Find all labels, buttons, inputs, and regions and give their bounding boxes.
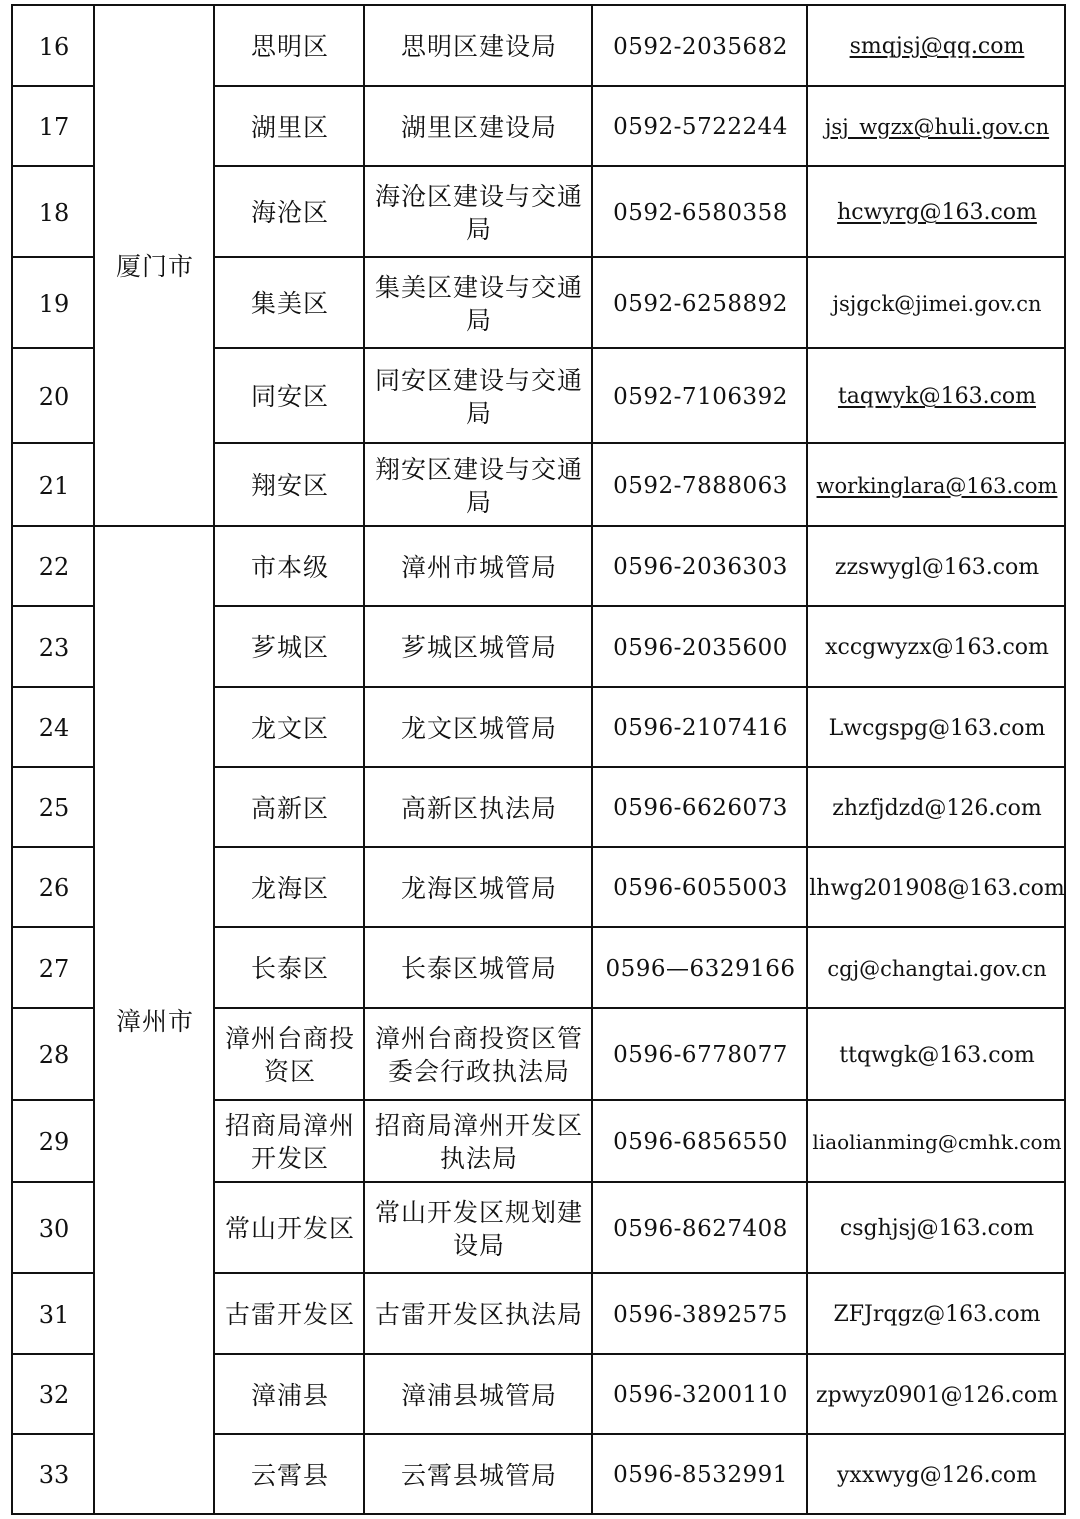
district-name: 漳州台商投资区 — [224, 1024, 355, 1086]
city-group-rule — [93, 4, 215, 6]
agency-name: 漳州市城管局 — [400, 552, 557, 582]
district-name: 同安区 — [250, 382, 329, 411]
table-vertical-rule — [11, 4, 13, 1515]
district-name: 龙文区 — [250, 713, 329, 743]
row-number: 30 — [38, 1214, 70, 1243]
agency-name: 翔安区建设与交通局 — [374, 454, 583, 517]
district-name: 龙海区 — [250, 873, 329, 903]
phone-number: 0592-6580358 — [613, 199, 788, 226]
email-address: zzswygl@163.com — [834, 554, 1040, 580]
agency-name: 常山开发区规划建设局 — [374, 1197, 583, 1260]
phone-number: 0596-6778077 — [613, 1042, 788, 1068]
phone-number: 0592-7888063 — [613, 472, 788, 499]
phone-number: 0596-3892575 — [613, 1301, 788, 1328]
district-name: 漳浦县 — [250, 1380, 329, 1410]
agency-name: 湖里区建设局 — [400, 112, 557, 142]
row-number: 33 — [38, 1461, 70, 1489]
agency-name: 漳州台商投资区管委会行政执法局 — [374, 1024, 583, 1086]
district-name: 翔安区 — [250, 471, 329, 500]
email-address: yxxwyg@126.com — [837, 1462, 1037, 1488]
email-address: cgj@changtai.gov.cn — [827, 956, 1047, 981]
city-name: 漳州市 — [115, 1006, 194, 1036]
agency-name: 思明区建设局 — [400, 32, 557, 61]
district-name: 云霄县 — [250, 1460, 329, 1490]
agency-name: 高新区执法局 — [400, 793, 557, 823]
row-number: 25 — [38, 794, 70, 822]
row-number: 32 — [38, 1381, 70, 1409]
district-name: 招商局漳州开发区 — [224, 1111, 355, 1173]
district-name: 长泰区 — [250, 954, 329, 983]
district-name: 芗城区 — [250, 633, 329, 662]
agency-name: 云霄县城管局 — [400, 1460, 557, 1490]
table-vertical-rule — [213, 4, 215, 1515]
agency-name: 同安区建设与交通局 — [374, 365, 583, 428]
email-address: xccgwyzx@163.com — [825, 635, 1049, 660]
phone-number: 0592-2035682 — [613, 33, 788, 60]
row-number: 23 — [38, 633, 70, 662]
phone-number: 0596-6055003 — [613, 875, 788, 901]
row-number: 22 — [38, 553, 70, 581]
phone-number: 0592-6258892 — [613, 290, 788, 317]
row-number: 21 — [38, 471, 70, 500]
row-number: 31 — [38, 1300, 70, 1329]
district-name: 高新区 — [250, 793, 329, 823]
row-number: 19 — [38, 289, 70, 318]
email-address: workinglara@163.com — [816, 473, 1058, 498]
city-name: 厦门市 — [115, 252, 194, 281]
agency-name: 集美区建设与交通局 — [374, 272, 583, 335]
agency-name: 龙文区城管局 — [400, 713, 557, 743]
agency-name: 漳浦县城管局 — [400, 1380, 557, 1410]
agency-name: 芗城区城管局 — [400, 633, 557, 662]
phone-number: 0592-7106392 — [613, 383, 788, 410]
phone-number: 0596-6856550 — [613, 1129, 788, 1155]
row-number: 29 — [38, 1128, 70, 1156]
email-address: ttqwgk@163.com — [839, 1042, 1035, 1068]
phone-number: 0596-8532991 — [613, 1462, 788, 1488]
district-name: 古雷开发区 — [224, 1300, 355, 1329]
district-name: 湖里区 — [250, 112, 329, 142]
district-name: 集美区 — [250, 289, 329, 318]
email-address: smqjsj@qq.com — [849, 34, 1025, 59]
row-number: 28 — [38, 1041, 70, 1069]
email-address: lhwg201908@163.com — [809, 875, 1065, 901]
agency-name: 海沧区建设与交通局 — [374, 181, 583, 244]
agency-name: 古雷开发区执法局 — [374, 1300, 583, 1329]
phone-number: 0596-8627408 — [613, 1215, 788, 1242]
email-address: jsj_wgzx@huli.gov.cn — [824, 115, 1050, 139]
row-number: 24 — [38, 714, 70, 742]
email-address: Lwcgspg@163.com — [828, 715, 1046, 741]
phone-number: 0596-3200110 — [613, 1382, 788, 1408]
email-address: jsjgck@jimei.gov.cn — [832, 291, 1042, 316]
row-number: 20 — [38, 382, 70, 411]
district-name: 市本级 — [250, 552, 329, 582]
phone-number: 0596-2036303 — [613, 554, 788, 580]
row-number: 27 — [38, 954, 70, 983]
row-number: 17 — [38, 113, 70, 141]
row-number: 16 — [38, 32, 70, 61]
district-name: 常山开发区 — [224, 1214, 355, 1243]
row-number: 26 — [38, 874, 70, 902]
table-horizontal-rule — [11, 4, 95, 6]
agency-name: 龙海区城管局 — [400, 873, 557, 903]
agency-name: 招商局漳州开发区执法局 — [374, 1111, 583, 1173]
district-name: 思明区 — [250, 32, 329, 61]
phone-number: 0592-5722244 — [613, 114, 788, 140]
table-horizontal-rule — [213, 4, 1066, 6]
email-address: csghjsj@163.com — [839, 1216, 1035, 1241]
district-name: 海沧区 — [250, 198, 329, 227]
email-address: ZFJrqgz@163.com — [833, 1302, 1041, 1327]
email-address: hcwyrg@163.com — [837, 200, 1037, 225]
phone-number: 0596-2107416 — [613, 715, 788, 741]
email-address: zpwyz0901@126.com — [816, 1382, 1058, 1408]
email-address: zhzfjdzd@126.com — [832, 795, 1042, 821]
phone-number: 0596-2035600 — [613, 634, 788, 661]
phone-number: 0596-6626073 — [613, 795, 788, 821]
table-vertical-rule — [363, 4, 365, 1515]
table-vertical-rule — [591, 4, 593, 1515]
email-address: liaolianming@cmhk.com — [812, 1130, 1062, 1154]
email-address: taqwyk@163.com — [837, 384, 1037, 409]
phone-number: 0596—6329166 — [605, 955, 796, 982]
agency-name: 长泰区城管局 — [400, 954, 557, 983]
row-number: 18 — [38, 198, 70, 227]
